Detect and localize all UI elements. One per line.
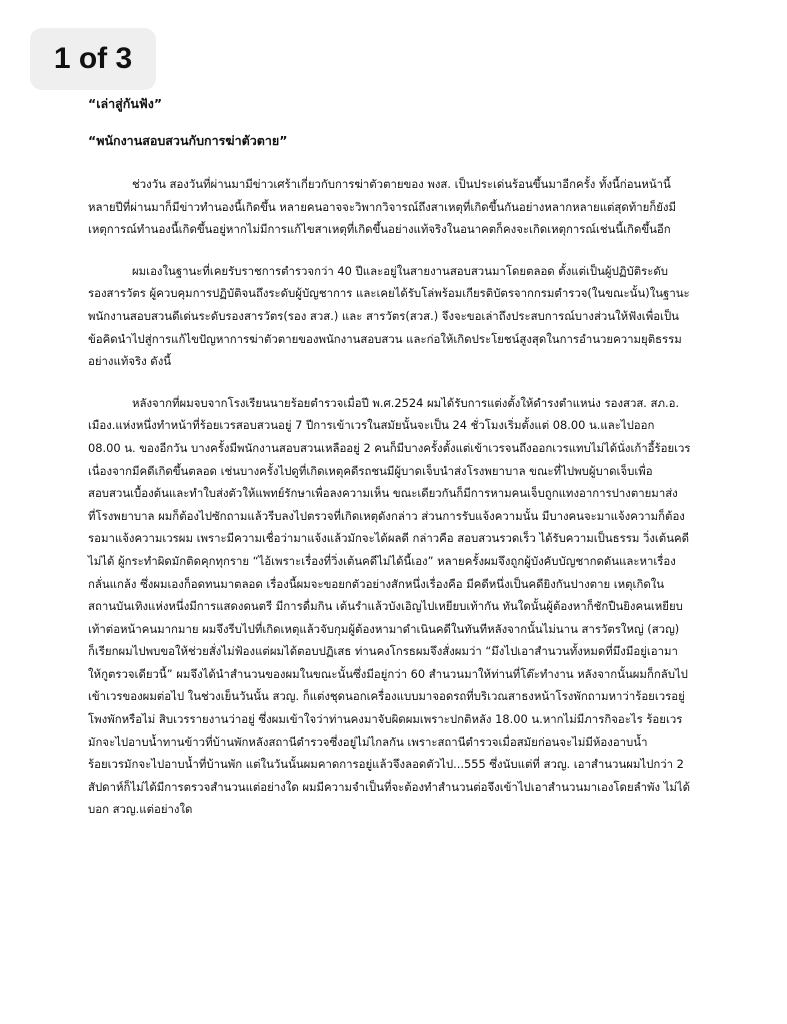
paragraph-line: หลังจากที่ผมจบจากโรงเรียนนายร้อยตำรวจเมื่อปี พ.ศ.2524 ผมได้รับการแต่งตั้งให้ดำรงตำแหน่ง รองสวส. สภ.อ. bbox=[132, 395, 680, 410]
paragraph-line: ไม่ได้ ผู้กระทำผิดมักติดคุกทุกราย “ไอ้เพราะเรื่องที่วิ่งเต้นคดีไม่ได้นี้เอง” หลายครั้งผมจึงถูกผู้บังคับบัญชากดดันและหาเรื่อง bbox=[88, 553, 676, 568]
paragraph-line: สัปดาห์ก็ไม่ได้มีการตรวจสำนวนแต่อย่างใด ผมมีความจำเป็นที่จะต้องทำสำนวนต่อจึงเข้าไปเอาสำนวนมาเองโดยลำพัง ไม่ได้ bbox=[88, 779, 691, 794]
paragraph-line: ข้อคิดนำไปสู่การแก้ไขปัญหาการฆ่าตัวตายของพนักงานสอบสวน และก่อให้เกิดประโยชน์สูงสุดในการอำนวยความยุติธรรม bbox=[88, 331, 682, 346]
paragraph-line: หลายปีที่ผ่านมาก็มีข่าวทำนองนี้เกิดขึ้น หลายคนอาจจะวิพากวิจารณ์ถึงสาเหตุที่เกิดขึ้นกันอย่างหลากหลายแต่สุดท้ายก็ยังมี bbox=[88, 199, 677, 214]
paragraph-line: ช่วงวัน สองวันที่ผ่านมามีข่าวเศร้าเกี่ยวกับการฆ่าตัวตายของ พงส. เป็นประเด่นร้อนขึ้นมาอีกครั้ง ทั้งนี้ก่อนหน้านี้ bbox=[132, 177, 671, 191]
paragraph-line: สอบสวนเบื้องต้นและทำใบส่งตัวให้แพทย์รักษาเพื่อลงความเห็น ขณะเดียวกันก็มีการหามคนเจ็บถูกแทงอาการปางตายมาส่ง bbox=[88, 486, 678, 501]
paragraph-line: เข้าเวรของผมต่อไป ในช่วงเย็นวันนั้น สวญ. ก็แต่งชุดนอกเครื่องแบบมาจอดรถที่บริเวณสาธงหน้าโรงพักถามหาว่าร้อยเวรอยู่ bbox=[88, 689, 685, 704]
document-body bbox=[88, 95, 728, 840]
paragraph-line: โพงพักหรือไม่ สิบเวรรายงานว่าอยู่ ซึ่งผมเข้าใจว่าท่านคงมาจับผิดผมเพราะปกติหลัง 18.00 น.หากไม่มีภารกิจอะไร ร้อยเวร bbox=[88, 712, 683, 727]
paragraph-line: เท้าต่อหน้าคนมากมาย ผมจึงรีบไปที่เกิดเหตุแล้วจับกุมผู้ต้องหามาดำเนินคดีในทันทีหลังจากนั้นไม่นาน สารวัตรใหญ่ (สวญ) bbox=[88, 621, 680, 636]
paragraph-line: กลั่นแกล้ง ซึ่งผมเองก็อดทนมาตลอด เรื่องนี้ผมจะขอยกตัวอย่างสักหนึ่งเรื่องคือ มีคดีหนึ่งเป็นคดียิงกันปางตาย เหตุเกิดใน bbox=[88, 576, 665, 591]
paragraph-line: มักจะไปอาบน้ำทานข้าวที่บ้านพักหลังสถานีตำรวจซึ่งอยู่ไม่ไกลกัน เพราะสถานีตำรวจเมื่อสมัยก่อนจะไม่มีห้องอาบน้ำ bbox=[88, 734, 648, 749]
paragraph-line: สถานบันเทิงแห่งหนึ่งมีการแสดงดนตรี มีการดื่มกิน เต้นรำแล้วบังเอิญไปเหยียบเท้ากัน ทันใดนั้นผู้ต้องหาก็ชักปืนยิงคนเหยียบ bbox=[88, 599, 683, 614]
page-indicator-badge: 1 of 3 bbox=[30, 28, 156, 90]
paragraph-1 bbox=[88, 173, 728, 241]
paragraph-line: ร้อยเวรมักจะไปอาบน้ำที่บ้านพัก แต่ในวันนั้นผมคาดการอยู่แล้วจึงลอดตัวไป...555 ซึ่งนับแต่ที่ สวญ. เอาสำนวนผมไปกว่า 2 bbox=[88, 757, 684, 772]
paragraph-line: ให้กูตรวจเดียวนี้” ผมจึงได้นำสำนวนของผมในขณะนั้นซึ่งมีอยู่กว่า 60 สำนวนมาให้ท่านที่โต๊ะทำงาน หลังจากนั้นผมก็กลับไป bbox=[88, 666, 688, 681]
paragraph-line: 08.00 น. ของอีกวัน บางครั้งมีพนักงานสอบสวนเหลืออยู่ 2 คนก็มีบางครั้งตั้งแต่เข้าเวรจนถึงออกเวรแทบไม่ได้นั่งเก้าอี้ร้อยเวร bbox=[88, 440, 691, 455]
paragraph-line: รองสารวัตร ผู้ควบคุมการปฏิบัติจนถึงระดับผู้บัญชาการ และเคยได้รับโล่พร้อมเกียรติบัตรจากกรมตำรวจ(ในขณะนั้น)ในฐานะ bbox=[88, 286, 690, 301]
paragraph-line: เนื่องจากมีคดีเกิดขึ้นตลอด เช่นบางครั้งไปดูที่เกิดเหตุคดีรถชนมีผู้บาดเจ็บนำส่งโรงพยาบาล ขณะที่ไปพบผู้บาดเจ็บเพื่อ bbox=[88, 463, 653, 478]
paragraph-line: บอก สวญ.แต่อย่างใด bbox=[88, 802, 193, 817]
paragraph-line: ผมเองในฐานะที่เคยรับราชการตำรวจกว่า 40 ปีและอยู่ในสายงานสอบสวนมาโดยตลอด ตั้งแต่เป็นผู้ปฏิบัติระดับ bbox=[132, 263, 668, 278]
paragraph-line: อย่างแท้จริง ดังนี้ bbox=[88, 354, 172, 369]
paragraph-2 bbox=[88, 260, 728, 373]
paragraph-line: รอมาแจ้งความเวรผม เพราะมีความเชื่อว่ามาแจ้งแล้วมักจะได้ผลดี กล่าวคือ สอบสวนรวดเร็ว ได้รับความเป็นธรรม วิ่งเต้นคดี bbox=[88, 531, 690, 546]
paragraph-line: ที่โรงพยาบาล ผมก็ต้องไปซักถามแล้วรีบลงไปตรวจที่เกิดเหตุดังกล่าว ส่วนการรับแจ้งความนั้น มีบางคนจะมาแจ้งความก็ต้อง bbox=[88, 508, 685, 523]
paragraph-line: พนักงานสอบสวนดีเด่นระดับรองสารวัตร(รอง สวส.) และ สารวัตร(สวส.) จึงจะขอเล่าถึงประสบการณ์บางส่วนให้ฟังเพื่อเป็น bbox=[88, 308, 679, 323]
paragraph-3 bbox=[88, 392, 728, 821]
document-title-2: “พนักงานสอบสวนกับการฆ่าตัวตาย” bbox=[88, 133, 288, 148]
paragraph-line: ก็เรียกผมไปพบขอให้ช่วยสั่งไม่ฟ้องแต่ผมได้ตอบปฏิเสธ ท่านคงโกรธผมจึงสั่งผมว่า “มึงไปเอาสำนวนทั้งหมดที่มึงมีอยู่เอามา bbox=[88, 644, 678, 659]
document-title-1: “เล่าสู่กันฟัง” bbox=[88, 96, 163, 111]
paragraph-line: เมือง.แห่งหนึ่งทำหน้าที่ร้อยเวรสอบสวนอยู่ 7 ปีการเข้าเวรในสมัยนั้นจะเป็น 24 ชั่วโมงเริ่มตั้งแต่ 08.00 น.และไปออก bbox=[88, 418, 655, 433]
paragraph-line: เหตุการณ์ทำนองนี้เกิดขึ้นอยู่หากไม่มีการแก้ไขสาเหตุที่เกิดขึ้นอย่างแท้จริงในอนาคตก็คงจะเกิดเหตุการณ์เช่นนี้เกิดขึ้นอีก bbox=[88, 222, 671, 237]
